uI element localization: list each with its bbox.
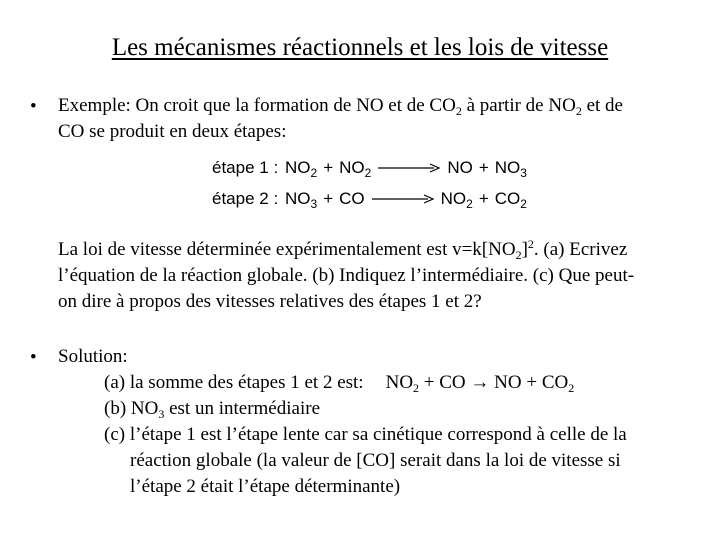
solution-heading: Solution:: [58, 346, 128, 367]
plus-sign: +: [478, 158, 489, 177]
solution-a: (a) la somme des étapes 1 et 2 est: $NO_2$ + CO → NO + $CO_2$: [104, 372, 575, 395]
step-label: étape 1 :: [212, 158, 279, 177]
reactant-2: CO: [339, 189, 365, 208]
question-line-2: l’équation de la réaction globale. (b) Indiquez l’intermédiaire. (c) Que peut-: [58, 265, 635, 286]
reaction-arrow-icon: [372, 194, 434, 204]
question-line-1: La loi de vitesse déterminée expérimentalement est $v=k[NO_2]^2$. (a) Ecrivez: [58, 237, 628, 262]
example-text: [58, 93, 623, 145]
page-title: Les mécanismes réactionnels et les lois de vitesse: [111, 34, 609, 61]
plus-sign: +: [478, 189, 489, 208]
solution-b: (b) $NO_3$ est un intermédiaire: [104, 398, 320, 421]
question-paragraph: [58, 237, 698, 315]
step-label: étape 2 :: [212, 189, 279, 208]
reactant-1: $NO_2$: [285, 158, 318, 180]
solution-c-line-1: (c) l’étape 1 est l’étape lente car sa cinétique correspond à celle de la: [104, 424, 627, 445]
step-1-equation: [212, 158, 530, 178]
question-line-3: on dire à propos des vitesses relatives des étapes 1 et 2?: [58, 291, 482, 312]
step-2-equation: [212, 189, 530, 209]
reactant-2: $NO_2$: [339, 158, 372, 180]
example-line-2: CO se produit en deux étapes:: [58, 121, 287, 142]
product-2: $CO_2$: [494, 189, 527, 211]
reaction-arrow-icon: [378, 163, 440, 173]
product-1: NO: [447, 158, 473, 177]
product-2: $NO_3$: [494, 158, 527, 180]
reactant-1: $NO_3$: [285, 189, 318, 211]
product-1: $NO_2$: [440, 189, 473, 211]
solution-c-line-2: réaction globale (la valeur de [CO] serait dans la loi de vitesse si: [130, 450, 621, 471]
arrow-icon: →: [470, 372, 490, 393]
example-line-1: Exemple: On croit que la formation de NO et de $CO_2$ à partir de $NO_2$ et de: [58, 95, 623, 118]
solution-c-line-3: l’étape 2 était l’étape déterminante): [130, 476, 401, 497]
overall-equation: $NO_2$ + CO → NO + $CO_2$: [385, 372, 575, 395]
plus-sign: +: [323, 158, 334, 177]
bullet-marker: •: [30, 347, 37, 368]
bullet-marker: •: [30, 96, 37, 117]
plus-sign: +: [323, 189, 334, 208]
